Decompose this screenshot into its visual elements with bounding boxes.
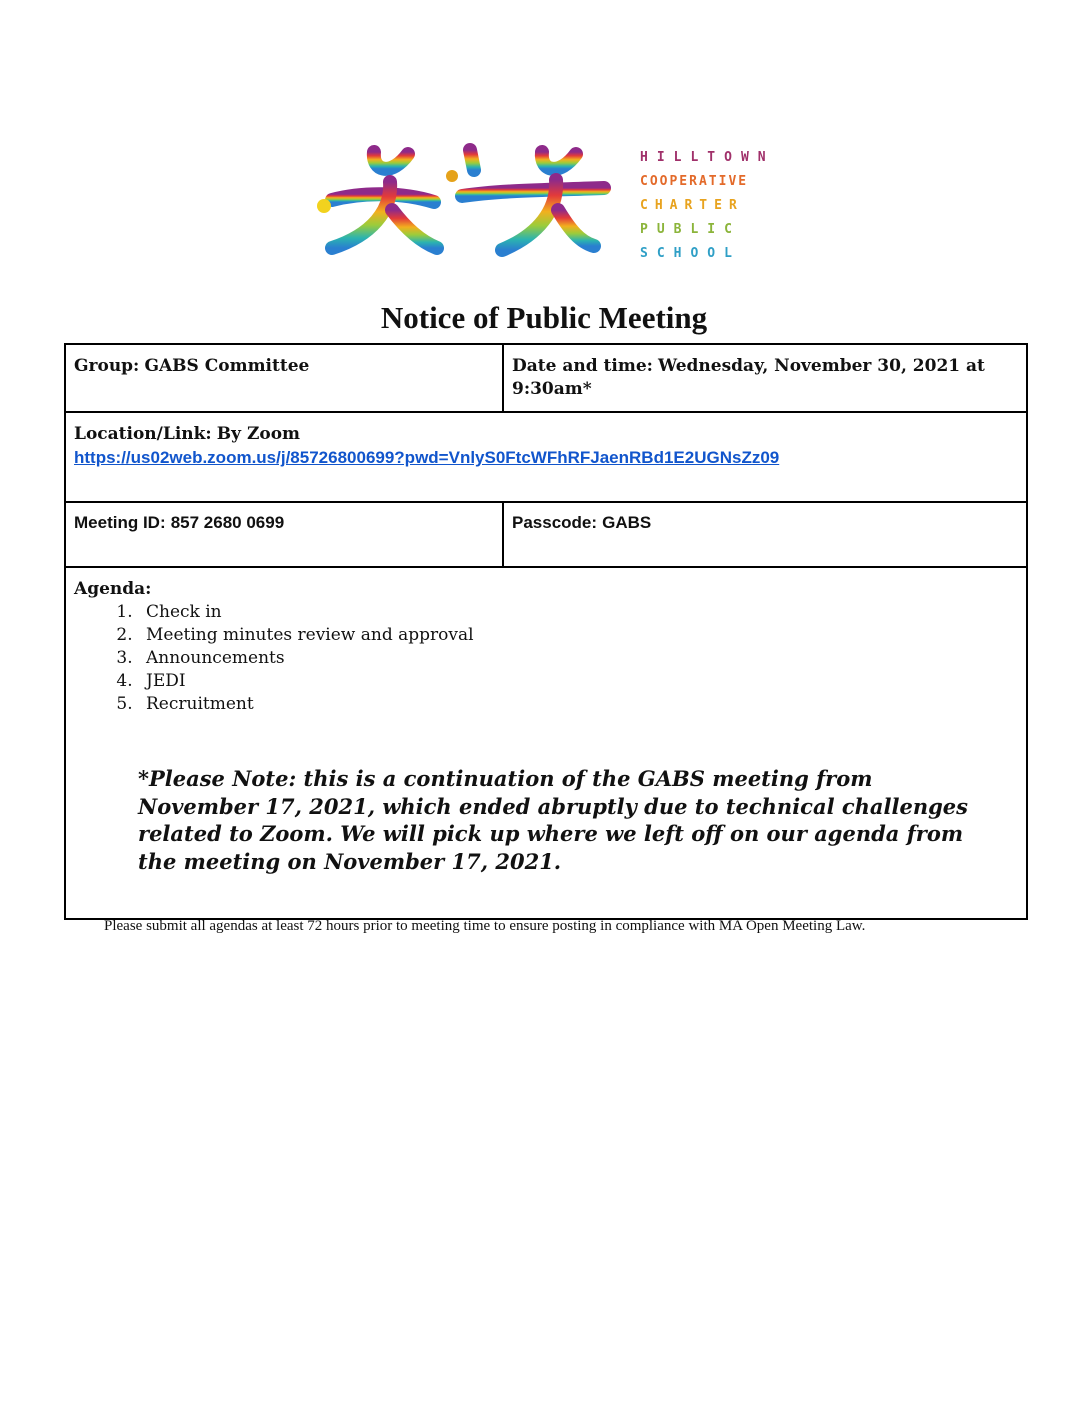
continuation-note: *Please Note: this is a continuation of the GABS meeting from November 17, 2021, which ended abruptly due to technical challenges related to Zoom. We will pick up where we left off on our agenda from the meeting on November 17, 2021. (138, 766, 968, 874)
list-item: 2. Meeting minutes review and approval (138, 624, 1018, 647)
zoom-meeting-link[interactable]: https://us02web.zoom.us/j/85726800699?pwd=VnlyS0FtcWFhRFJaenRBd1E2UGNsZz09 (74, 448, 780, 467)
page-title: Notice of Public Meeting (380, 300, 708, 335)
agenda-label: Agenda: (74, 579, 152, 599)
passcode-cell (503, 502, 1027, 567)
agenda-list (74, 601, 1018, 716)
school-logo (312, 140, 782, 270)
meeting-id-label: Meeting ID: (74, 513, 166, 532)
datetime-value: Wednesday, November 30, 2021 at 9:30am* (512, 356, 985, 399)
list-item: 4. JEDI (138, 670, 1018, 693)
logo-figures-graphic (312, 140, 612, 270)
logo-word: SCHOOL (640, 246, 741, 261)
group-label: Group: (74, 356, 140, 376)
meeting-id-cell (65, 502, 503, 567)
passcode-label: Passcode: (512, 513, 598, 532)
datetime-label: Date and time: (512, 356, 653, 376)
location-label: Location/Link: (74, 424, 212, 444)
location-value: By Zoom (216, 424, 301, 444)
group-cell (65, 344, 503, 412)
logo-word: HILLTOWN (640, 150, 775, 165)
meeting-notice-table (64, 343, 1028, 920)
passcode-value: GABS (602, 513, 652, 532)
footer-note: Please submit all agendas at least 72 hours prior to meeting time to ensure posting in compliance with MA Open Meeting Law. (104, 918, 866, 934)
logo-wordmark (640, 146, 780, 266)
agenda-cell (65, 567, 1027, 919)
list-item: 3. Announcements (138, 647, 1018, 670)
datetime-cell (503, 344, 1027, 412)
meeting-id-value: 857 2680 0699 (170, 513, 285, 532)
group-value: GABS Committee (144, 356, 310, 376)
logo-word: CHARTER (640, 198, 744, 213)
logo-word: COOPERATIVE (640, 174, 749, 189)
logo-word: PUBLIC (640, 222, 741, 237)
location-cell (65, 412, 1027, 502)
list-item: 1. Check in (138, 601, 1018, 624)
list-item: 5. Recruitment (138, 693, 1018, 716)
